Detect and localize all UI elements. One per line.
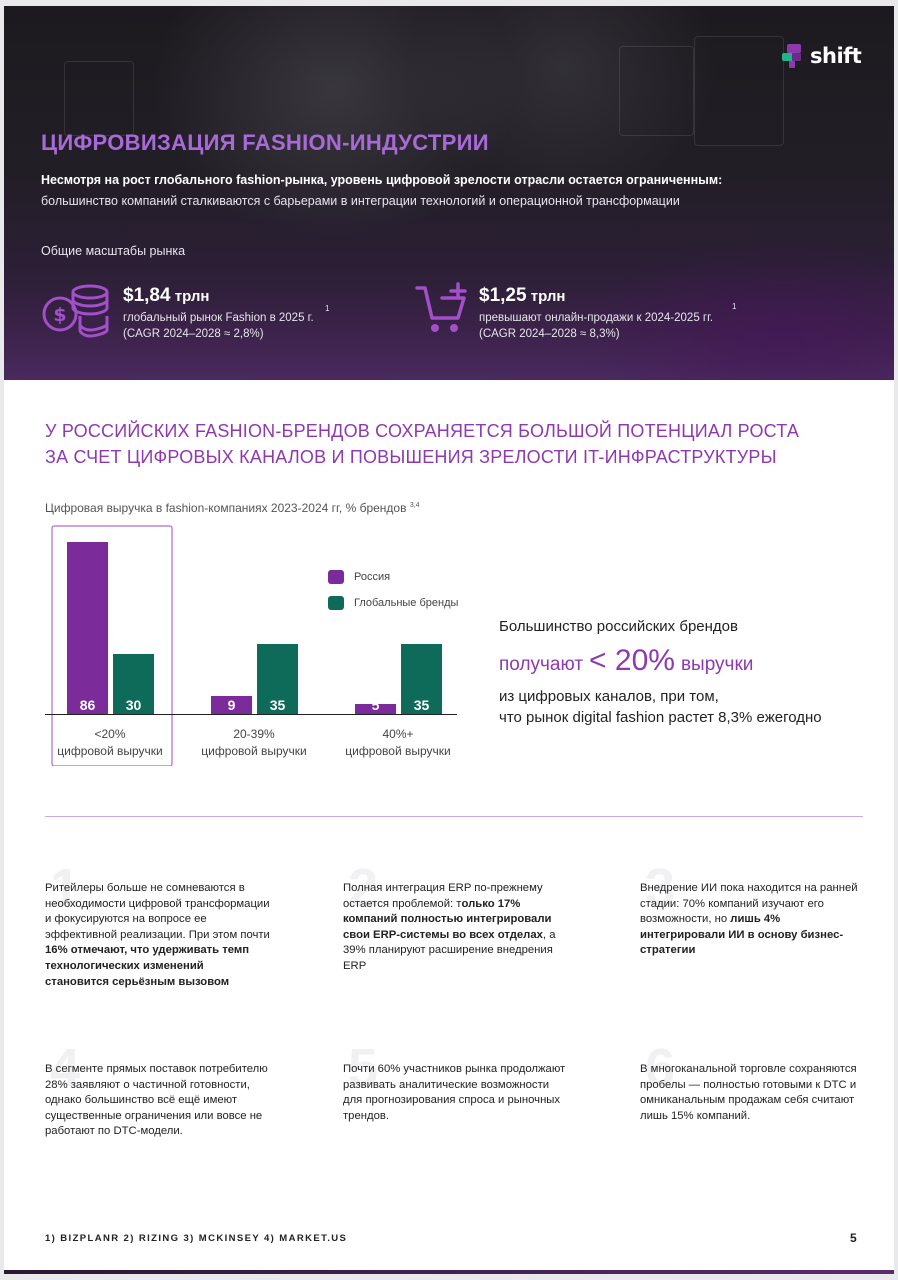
category-label: 40%+ цифровой выручки xyxy=(345,727,451,758)
legend-swatch xyxy=(328,596,344,610)
stat-desc: глобальный рынок Fashion в 2025 г. (CAGR 2024–2028 ≈ 2,8%) xyxy=(123,312,314,340)
callout-line: Большинство российских брендов xyxy=(499,618,738,635)
data-label: 9 xyxy=(227,697,236,713)
section-title: У РОССИЙСКИХ FASHION-БРЕНДОВ СОХРАНЯЕТСЯ БОЛЬШОЙ ПОТЕНЦИАЛ РОСТА ЗА СЧЕТ ЦИФРОВЫХ КАНАЛОВ И ПОВЫШЕНИЯ ЗРЕЛОСТИ IT-ИНФРАСТРУКТУРЫ xyxy=(45,421,800,467)
market-label: Общие масштабы рынка xyxy=(41,244,186,258)
fact-text: Почти 60% участников рынка продолжают развивать аналитические возможности для прогнозирования спроса и рыночных трендов. xyxy=(343,1063,566,1122)
fact-text: Ритейлеры больше не сомневаются в необходимости цифровой трансформации и фокусируются на вопросе ее эффективной реализации. При этом почти 16% отмечают, что удерживать темп технологических изменений становится серьёзным вызовом xyxy=(45,882,270,988)
divider xyxy=(45,816,863,817)
coins-icon xyxy=(40,282,112,338)
legend-item-global: Глобальные бренды xyxy=(328,596,458,610)
fact-number: 6 xyxy=(645,1038,676,1098)
logo-text: shift xyxy=(810,44,862,68)
callout-value: < 20% xyxy=(589,644,675,677)
data-label: 86 xyxy=(79,697,96,713)
fact-text: В многоканальной торговле сохраняются пробелы — полностью готовыми к DTC и омниканальным продажам себя считают лишь 15% компаний. xyxy=(640,1063,857,1122)
brand-logo xyxy=(780,42,861,70)
data-label: 35 xyxy=(413,697,430,713)
stat-desc: превышают онлайн-продажи к 2024-2025 гг. (CAGR 2024–2028 ≈ 8,3%) xyxy=(479,312,714,340)
stat-value: $1,25 трлн xyxy=(479,285,566,306)
footnote-ref: 1 xyxy=(325,304,330,313)
category-label: <20% цифровой выручки xyxy=(57,727,163,758)
chart-caption: Цифровая выручка в fashion-компаниях 2023-2024 гг, % брендов $^{3,4}$ xyxy=(45,501,420,515)
fact-number: 2 xyxy=(348,858,379,918)
page-title: ЦИФРОВИЗАЦИЯ FASHION-ИНДУСТРИИ xyxy=(41,130,489,155)
fact-number: 5 xyxy=(348,1038,379,1098)
decor-frame xyxy=(619,46,694,136)
stat-value: $1,84 трлн xyxy=(123,285,210,306)
cart-plus-icon xyxy=(414,282,470,338)
fact-text: Полная интеграция ERP по-прежнему остается проблемой: только 17% компаний полностью интегрировали свои ERP-системы во всех отделах, а 39% планируют расширение внедрения ERP xyxy=(343,882,556,972)
data-label: 5 xyxy=(371,697,380,713)
decor-frame xyxy=(694,36,784,146)
legend-swatch xyxy=(328,570,344,584)
data-label: 35 xyxy=(269,697,286,713)
decor-frame xyxy=(64,61,134,136)
legend-item-russia: Россия xyxy=(328,570,390,584)
footer-references: 1) BIZPLANR 2) RIZING 3) MCKINSEY 4) MARKET.US xyxy=(45,1233,348,1244)
hero-subtitle: большинство компаний сталкиваются с барьерами в интеграции технологий и операционной трансформации xyxy=(41,194,680,208)
fact-number: 4 xyxy=(50,1038,81,1098)
svg-text:$: $ xyxy=(53,304,67,326)
data-label: 30 xyxy=(125,697,142,713)
fact-text: В сегменте прямых поставок потребителю 28% заявляют о частичной готовности, однако большинство всё ещё имеют существенные ограничения или вовсе не работают по DTC-модели. xyxy=(45,1063,268,1138)
fact-text: Внедрение ИИ пока находится на ранней стадии: 70% компаний изучают его возможности, но лишь 4% интегрировали ИИ в основу бизнес-стратегии xyxy=(640,882,858,957)
bottom-bar xyxy=(4,1270,894,1274)
page-number: 5 xyxy=(850,1231,857,1245)
footnote-ref: 1 xyxy=(732,302,737,311)
callout-highlight: получают < 20% выручки xyxy=(499,644,754,677)
fact-number: 3 xyxy=(645,858,676,918)
shift-logo-icon xyxy=(780,42,806,70)
report-page xyxy=(4,6,894,1274)
category-label: 20-39% цифровой выручки xyxy=(201,727,307,758)
hero-banner xyxy=(4,6,894,380)
callout-text: из цифровых каналов, при том, что рынок digital fashion растет 8,3% ежегодно xyxy=(499,688,822,726)
fact-number: 1 xyxy=(50,858,81,918)
hero-lead: Несмотря на рост глобального fashion-рынка, уровень цифровой зрелости отрасли остается ограниченным: xyxy=(41,173,723,187)
bar-russia-0 xyxy=(67,542,108,714)
